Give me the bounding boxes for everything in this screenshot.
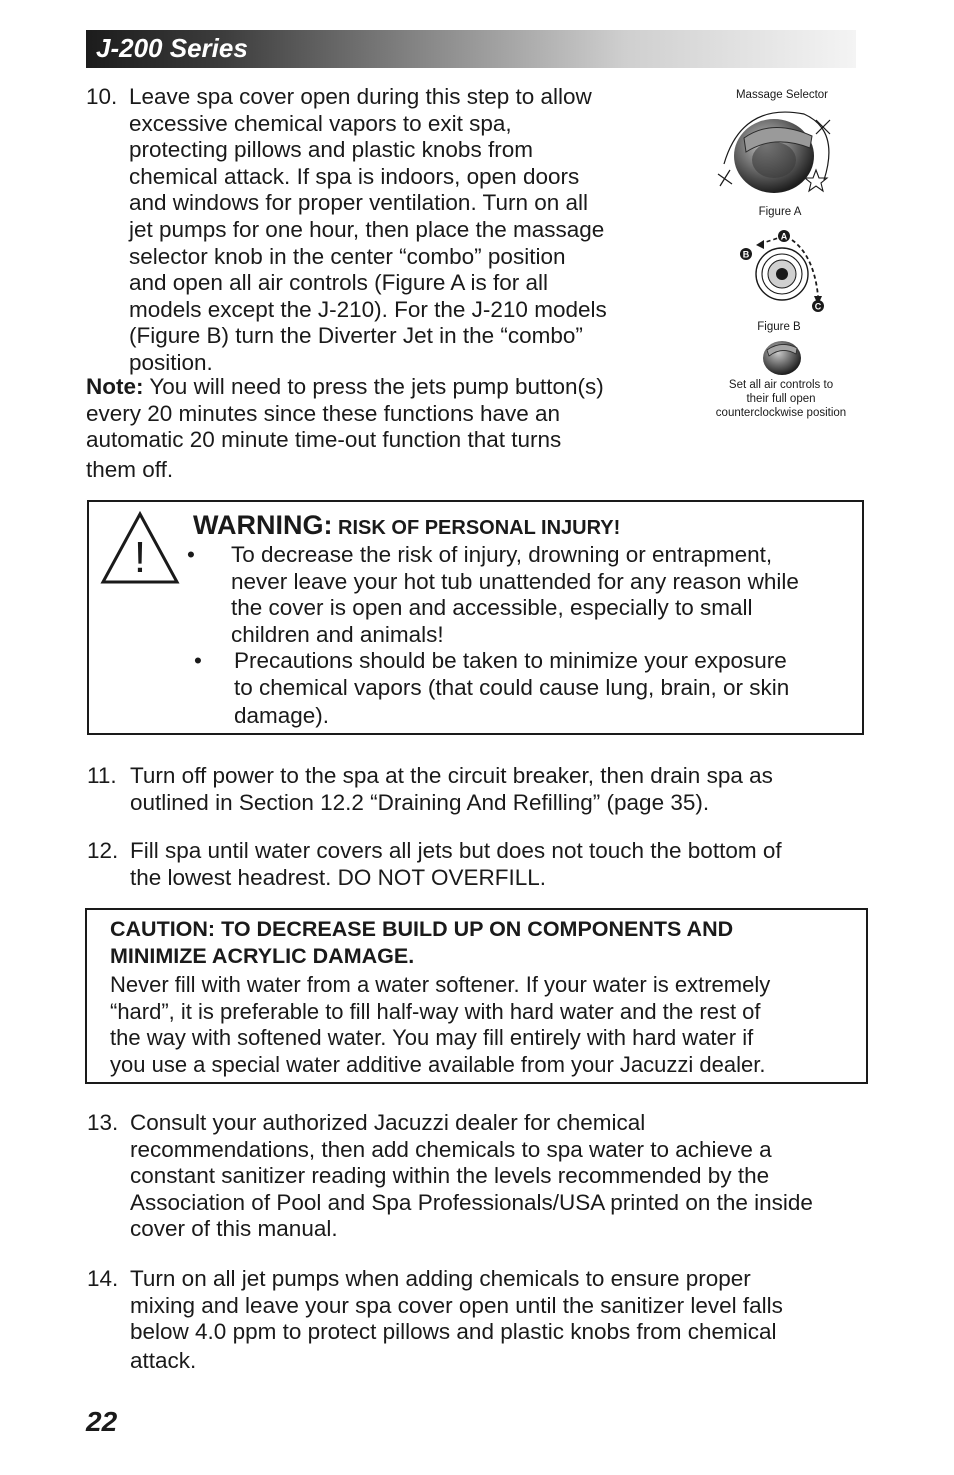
step-text xyxy=(130,763,865,816)
air-controls-caption xyxy=(706,378,856,420)
step-line: (Figure B) turn the Diverter Jet in the “combo” xyxy=(129,323,583,349)
step-12 xyxy=(87,838,867,894)
step-text xyxy=(129,84,659,377)
warning-subtitle: RISK OF PERSONAL INJURY! xyxy=(332,517,621,539)
step-14 xyxy=(87,1266,867,1376)
figure-b-caption: Figure B xyxy=(757,321,801,333)
note-line: automatic 20 minute time-out function that turns xyxy=(86,427,562,453)
letter-b: B xyxy=(742,249,750,260)
letter-c: C xyxy=(814,301,822,312)
step-line: Association of Pool and Spa Professionals/USA printed on the inside xyxy=(130,1189,813,1215)
step-line: cover of this manual. xyxy=(130,1216,338,1242)
step-line: recommendations, then add chemicals to spa water to achieve a xyxy=(130,1136,772,1162)
step-line: the lowest headrest. DO NOT OVERFILL. xyxy=(130,864,546,890)
caution-line: Never fill with water from a water softener. If your water is extremely xyxy=(110,972,771,997)
step-10 xyxy=(86,84,656,379)
step-line: protecting pillows and plastic knobs from xyxy=(129,137,533,163)
warning-bullet-text xyxy=(231,542,799,648)
series-header-bar xyxy=(86,30,856,68)
warning-bullet-2 xyxy=(194,648,859,732)
caption-line: counterclockwise position xyxy=(715,407,847,419)
step-line: chemical attack. If spa is indoors, open doors xyxy=(129,163,580,189)
step-line: Leave spa cover open during this step to allow xyxy=(129,84,592,109)
bullet-dot: • xyxy=(194,648,202,673)
step-line: excessive chemical vapors to exit spa, xyxy=(129,110,512,136)
note-line: them off. xyxy=(86,456,174,482)
warning-line: never leave your hot tub unattended for any reason while xyxy=(231,568,799,594)
step-line: outlined in Section 12.2 “Draining And Refilling” (page 35). xyxy=(130,789,710,815)
warning-line: To decrease the risk of injury, drowning or entrapment, xyxy=(231,542,773,567)
warning-line: children and animals! xyxy=(231,621,444,647)
step-line: position. xyxy=(129,349,213,375)
step-number: 14. xyxy=(87,1266,119,1291)
step-line: Fill spa until water covers all jets but does not touch the bottom of xyxy=(130,838,782,863)
step-line: mixing and leave your spa cover open until the sanitizer level falls xyxy=(130,1292,783,1318)
step-text xyxy=(130,1266,867,1374)
step-line: selector knob in the center “combo” position xyxy=(129,243,566,269)
step-line: Consult your authorized Jacuzzi dealer for chemical xyxy=(130,1110,646,1135)
note-paragraph xyxy=(86,374,651,483)
warning-line: damage). xyxy=(234,703,330,729)
massage-selector-knob-icon xyxy=(712,108,842,200)
caution-line: you use a special water additive available from your Jacuzzi dealer. xyxy=(110,1051,766,1077)
diverter-jet-icon xyxy=(734,226,834,318)
note-line xyxy=(86,374,651,401)
caution-box xyxy=(85,908,868,1084)
caution-title-line: MINIMIZE ACRYLIC DAMAGE. xyxy=(110,944,415,968)
step-text xyxy=(130,1110,867,1243)
step-13 xyxy=(87,1110,867,1246)
warning-line: to chemical vapors (that could cause lung, brain, or skin xyxy=(234,674,790,700)
warning-label: WARNING: xyxy=(193,510,333,540)
warning-bullet-text xyxy=(234,648,789,730)
caption-line: their full open xyxy=(746,393,816,405)
page-number: 22 xyxy=(86,1406,118,1437)
warning-box xyxy=(87,500,864,735)
caution-body xyxy=(110,972,860,1078)
bullet-dot: • xyxy=(187,542,195,567)
warning-exclamation: ! xyxy=(133,533,147,582)
step-line: Turn off power to the spa at the circuit breaker, then drain spa as xyxy=(130,763,773,788)
step-line: attack. xyxy=(130,1347,197,1373)
warning-line: Precautions should be taken to minimize your exposure xyxy=(234,648,787,673)
note-label: Note: xyxy=(86,374,144,399)
caption-line: Set all air controls to xyxy=(728,379,834,391)
note-text: You will need to press the jets pump button(s) xyxy=(143,374,604,399)
air-control-knob-icon xyxy=(761,338,803,376)
warning-title xyxy=(193,510,620,541)
series-title: J-200 Series xyxy=(96,33,248,63)
figure-a-caption: Figure A xyxy=(758,206,802,218)
step-line: and windows for proper ventilation. Turn on all xyxy=(129,190,589,216)
step-line: and open all air controls (Figure A is for all xyxy=(129,270,548,296)
step-number: 13. xyxy=(87,1110,119,1135)
step-line: jet pumps for one hour, then place the massage xyxy=(129,216,605,242)
step-11 xyxy=(87,763,867,819)
caution-title xyxy=(110,916,850,970)
massage-selector-caption: Massage Selector xyxy=(735,89,829,101)
step-number: 10. xyxy=(86,84,118,109)
caution-line: “hard”, it is preferable to fill half-way with hard water and the rest of xyxy=(110,998,761,1024)
step-line: constant sanitizer reading within the levels recommended by the xyxy=(130,1163,770,1189)
step-text xyxy=(130,838,865,891)
step-line: models except the J-210). For the J-210 models xyxy=(129,296,607,322)
warning-line: the cover is open and accessible, especially to small xyxy=(231,595,753,621)
warning-triangle-icon xyxy=(99,510,181,586)
caution-line: the way with softened water. You may fill entirely with hard water if xyxy=(110,1025,754,1051)
letter-a: A xyxy=(780,231,788,242)
step-line: Turn on all jet pumps when adding chemicals to ensure proper xyxy=(130,1266,751,1291)
step-number: 11. xyxy=(87,763,117,788)
caution-title-line: CAUTION: TO DECREASE BUILD UP ON COMPONENTS AND xyxy=(110,917,734,941)
step-line: below 4.0 ppm to protect pillows and plastic knobs from chemical xyxy=(130,1319,777,1345)
note-line: every 20 minutes since these functions have an xyxy=(86,400,561,426)
warning-bullet-1 xyxy=(187,542,857,652)
step-number: 12. xyxy=(87,838,119,863)
